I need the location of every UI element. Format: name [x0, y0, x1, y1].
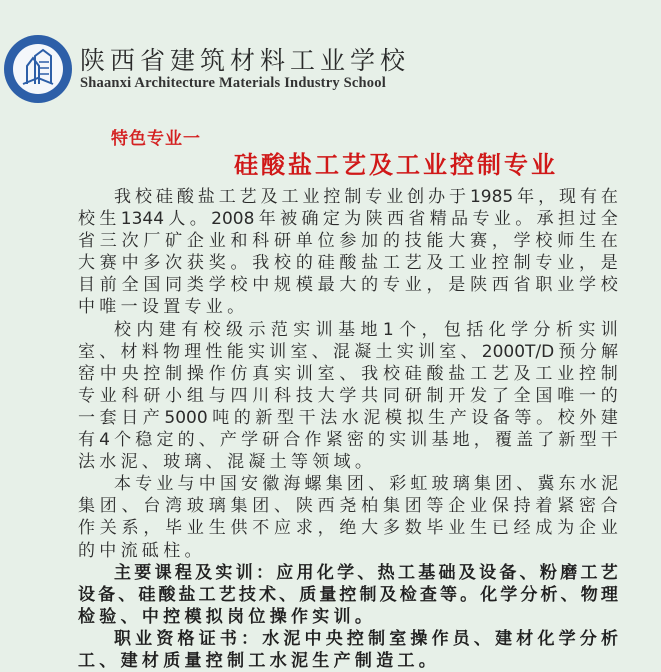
paragraph-partners-line: 本 专 业 与 中 国 安 徽 海 螺 集 团 、 彩 虹 玻 璃 集 团 、 冀 东 水 泥 — [114, 474, 618, 495]
paragraph-certificates-line: 职 业 资 格 证 书 ： 水 泥 中 央 控 制 室 操 作 员 、 建 材 化 学 分 析 — [114, 628, 618, 649]
paragraph-facilities-line: 室 、 材 料 物 理 性 能 实 训 室 、 混 凝 土 实 训 室 、 2000T/D 预 分 解 — [78, 341, 618, 362]
paragraph-partners-line: 作 关 系 ， 毕 业 生 供 不 应 求 ， 绝 大 多 数 毕 业 生 已 经 成 为 企 业 — [78, 518, 618, 539]
paragraph-courses-line: 主 要 课 程 及 实 训 ： 应 用 化 学 、 热 工 基 础 及 设 备 、 粉 磨 工 艺 — [114, 562, 618, 583]
paragraph-intro-line: 我 校 硅 酸 盐 工 艺 及 工 业 控 制 专 业 创 办 于 1985 年 ， 现 有 在 — [114, 187, 618, 207]
paragraph-facilities-line: 法水泥、玻璃、混凝土等领域。 — [78, 452, 377, 473]
paragraph-intro-line: 省 三 次 厂 矿 企 业 和 科 研 单 位 参 加 的 技 能 大 赛 ， 学 校 师 生 在 — [78, 231, 618, 252]
paragraph-courses-line: 设 备 、 硅 酸 盐 工 艺 技 术 、 质 量 控 制 及 检 查 等 。 化 学 分 析 、 物 理 — [78, 584, 618, 605]
page-title: 硅酸盐工艺及工业控制专业 — [234, 151, 558, 179]
paragraph-facilities-line: 有 4 个 稳 定 的 、 产 学 研 合 作 紧 密 的 实 训 基 地 ， 覆 盖 了 新 型 干 — [78, 430, 618, 451]
paragraph-facilities-line: 窑 中 央 控 制 操 作 仿 真 实 训 室 、 我 校 硅 酸 盐 工 艺 及 工 业 控 制 — [78, 363, 618, 384]
school-emblem-icon — [4, 35, 72, 103]
paragraph-intro-line: 中唯一设置专业。 — [78, 297, 249, 318]
paragraph-intro-line: 大 赛 中 多 次 获 奖 。 我 校 的 硅 酸 盐 工 艺 及 工 业 控 制 专 业 ， 是 — [78, 253, 618, 274]
paragraph-certificates-line: 工、建材质量控制工水泥生产制造工。 — [78, 650, 441, 671]
paragraph-courses-line: 检验、中控模拟岗位操作实训。 — [78, 606, 377, 627]
paragraph-facilities-line: 校 内 建 有 校 级 示 范 实 训 基 地 1 个 ， 包 括 化 学 分 析 实 训 — [114, 319, 618, 340]
paragraph-facilities-line: 一 套 日 产 5000 吨 的 新 型 干 法 水 泥 模 拟 生 产 设 备 等 。 校 外 建 — [78, 407, 618, 428]
paragraph-partners-line: 集 团 、 台 湾 玻 璃 集 团 、 陕 西 尧 柏 集 团 等 企 业 保 持 着 紧 密 合 — [78, 496, 618, 517]
school-name-cn: 陕西省建筑材料工业学校 — [80, 46, 411, 75]
paragraph-intro-line: 校 生 1344 人 。 2008 年 被 确 定 为 陕 西 省 精 品 专 业 。 承 担 过 全 — [78, 209, 618, 230]
paragraph-facilities-line: 专 业 科 研 小 组 与 四 川 科 技 大 学 共 同 研 制 开 发 了 全 国 唯 一 的 — [78, 385, 618, 406]
paragraph-intro-line: 目 前 全 国 同 类 学 校 中 规 模 最 大 的 专 业 ， 是 陕 西 省 职 业 学 校 — [78, 275, 618, 296]
article-body — [78, 186, 618, 672]
school-name-en: Shaanxi Architecture Materials Industry School — [80, 75, 386, 91]
paragraph-partners-line: 的中流砥柱。 — [78, 540, 206, 561]
section-subtitle: 特色专业一 — [111, 129, 201, 149]
school-header — [4, 34, 410, 104]
